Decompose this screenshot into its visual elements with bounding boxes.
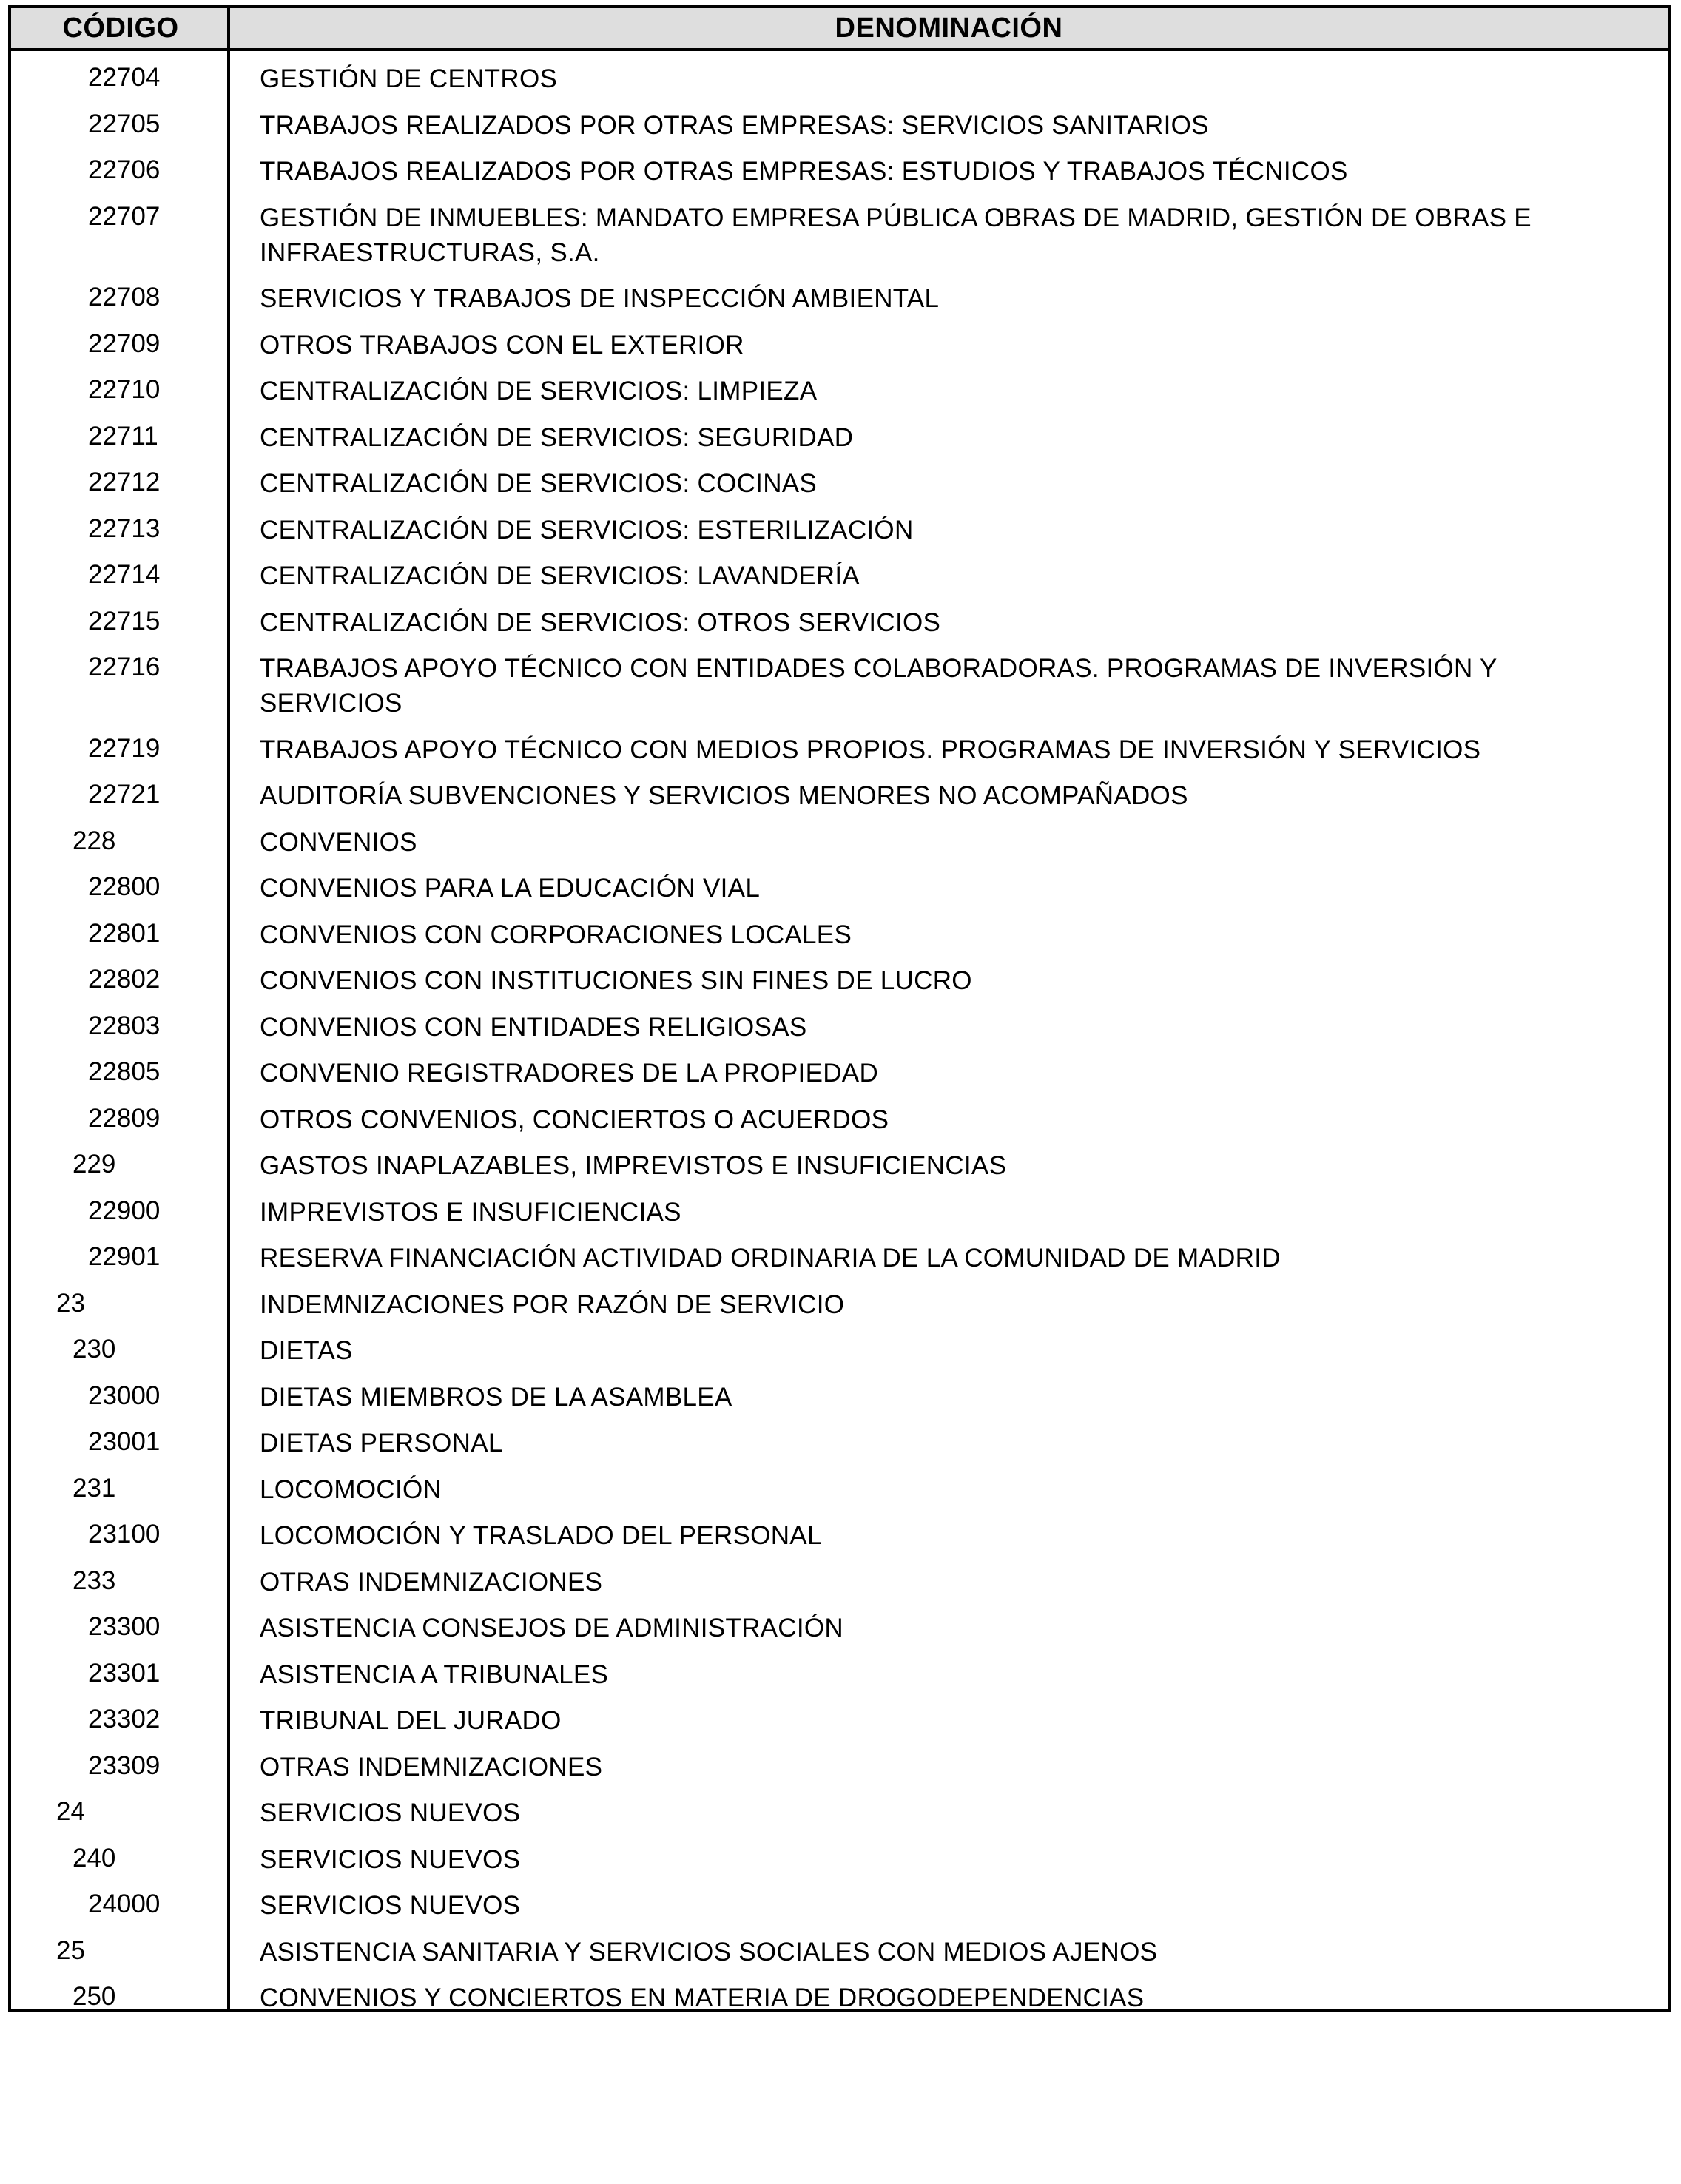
budget-code-table (8, 5, 1671, 2012)
row-code: 22803 (88, 1011, 161, 1040)
table-row (11, 1565, 1668, 1600)
row-code: 23 (56, 1288, 85, 1318)
row-denomination: CENTRALIZACIÓN DE SERVICIOS: COCINAS (260, 469, 818, 498)
row-denomination: IMPREVISTOS E INSUFICIENCIAS (260, 1197, 681, 1227)
header-code: CÓDIGO (62, 13, 179, 44)
table-row (11, 1148, 1668, 1183)
row-code: 23302 (88, 1705, 161, 1733)
row-code: 22715 (88, 606, 161, 636)
table-body (11, 61, 1668, 2027)
row-denomination: OTRAS INDEMNIZACIONES (260, 1752, 603, 1782)
table-row (11, 1657, 1668, 1692)
table-row (11, 328, 1668, 363)
row-code: 22805 (88, 1057, 161, 1086)
row-denomination: TRABAJOS APOYO TÉCNICO CON MEDIOS PROPIOS. PROGRAMAS DE INVERSIÓN Y SERVICIOS (260, 735, 1481, 764)
row-code: 22712 (88, 468, 161, 496)
row-code: 22802 (88, 965, 161, 994)
table-row (11, 1102, 1668, 1137)
row-denomination: CONVENIOS (260, 827, 417, 857)
row-denomination: SERVICIOS NUEVOS (260, 1891, 521, 1920)
row-code: 22709 (88, 328, 161, 358)
table-row (11, 1611, 1668, 1645)
table-row (11, 732, 1668, 767)
row-code: 24 (56, 1797, 85, 1826)
row-code: 22706 (88, 155, 161, 184)
table-row (11, 559, 1668, 593)
table-row (11, 1935, 1668, 1969)
table-row (11, 778, 1668, 813)
row-code: 23309 (88, 1750, 161, 1780)
row-denomination: DIETAS MIEMBROS DE LA ASAMBLEA (260, 1382, 732, 1412)
table-row (11, 825, 1668, 860)
row-denomination: CONVENIOS CON ENTIDADES RELIGIOSAS (260, 1012, 807, 1042)
header-name: DENOMINACIÓN (835, 13, 1063, 44)
table-row (11, 1195, 1668, 1230)
table-row (11, 1888, 1668, 1923)
row-denomination: TRABAJOS REALIZADOS POR OTRAS EMPRESAS: ESTUDIOS Y TRABAJOS TÉCNICOS (260, 157, 1348, 186)
row-code: 22713 (88, 513, 161, 543)
table-row (11, 281, 1668, 316)
row-denomination: CENTRALIZACIÓN DE SERVICIOS: SEGURIDAD (260, 422, 854, 452)
table-row (11, 963, 1668, 998)
table-row (11, 466, 1668, 501)
row-code: 22716 (88, 653, 161, 681)
row-denomination: DIETAS PERSONAL (260, 1429, 503, 1457)
row-denomination: CONVENIOS PARA LA EDUCACIÓN VIAL (260, 874, 761, 903)
row-code: 22705 (88, 109, 161, 138)
row-denomination: GESTIÓN DE CENTROS (260, 64, 558, 93)
row-denomination: CONVENIOS CON INSTITUCIONES SIN FINES DE LUCRO (260, 966, 972, 995)
table-row (11, 108, 1668, 143)
table-row (11, 1287, 1668, 1322)
row-denomination: SERVICIOS NUEVOS (260, 1799, 521, 1827)
row-denomination: LOCOMOCIÓN (260, 1474, 442, 1504)
row-code: 22800 (88, 872, 161, 901)
row-code: 22707 (88, 201, 161, 231)
row-denomination: GESTIÓN DE INMUEBLES: MANDATO EMPRESA PÚBLICA OBRAS DE MADRID, GESTIÓN DE OBRAS E INFRAESTRUCTURAS, S.A. (260, 203, 1532, 267)
row-code: 22721 (88, 780, 161, 809)
table-row (11, 1796, 1668, 1830)
row-denomination: DIETAS (260, 1336, 353, 1365)
row-code: 25 (56, 1935, 85, 1965)
row-code: 23100 (88, 1520, 161, 1548)
row-code: 22704 (88, 63, 161, 92)
table-row (11, 1750, 1668, 1784)
row-denomination: OTROS CONVENIOS, CONCIERTOS O ACUERDOS (260, 1105, 889, 1134)
table-row (11, 1010, 1668, 1045)
table-row (11, 651, 1668, 721)
table-row (11, 1056, 1668, 1091)
table-row (11, 374, 1668, 408)
row-denomination: OTROS TRABAJOS CON EL EXTERIOR (260, 330, 744, 360)
row-code: 22710 (88, 375, 161, 404)
table-row (11, 1472, 1668, 1507)
table-row (11, 1703, 1668, 1738)
row-code: 22809 (88, 1103, 161, 1133)
row-denomination: CONVENIOS Y CONCIERTOS EN MATERIA DE DROGODEPENDENCIAS (260, 1984, 1145, 2012)
row-denomination: AUDITORÍA SUBVENCIONES Y SERVICIOS MENORES NO ACOMPAÑADOS (260, 781, 1188, 810)
row-code: 231 (73, 1473, 116, 1503)
row-denomination: SERVICIOS NUEVOS (260, 1844, 521, 1874)
row-code: 240 (73, 1843, 116, 1873)
row-denomination: ASISTENCIA SANITARIA Y SERVICIOS SOCIALES CON MEDIOS AJENOS (260, 1937, 1158, 1966)
table-row (11, 1981, 1668, 2015)
table-row (11, 154, 1668, 189)
row-denomination: SERVICIOS Y TRABAJOS DE INSPECCIÓN AMBIENTAL (260, 284, 940, 313)
row-denomination: CENTRALIZACIÓN DE SERVICIOS: LIMPIEZA (260, 377, 818, 405)
row-denomination: TRIBUNAL DEL JURADO (260, 1706, 562, 1735)
table-row (11, 871, 1668, 906)
table-row (11, 61, 1668, 96)
table-row (11, 605, 1668, 640)
row-code: 22719 (88, 733, 161, 763)
row-code: 22801 (88, 918, 161, 948)
table-row (11, 513, 1668, 547)
row-code: 22901 (88, 1242, 161, 1271)
row-denomination: TRABAJOS REALIZADOS POR OTRAS EMPRESAS: SERVICIOS SANITARIOS (260, 110, 1209, 140)
row-code: 22708 (88, 283, 161, 311)
row-denomination: CENTRALIZACIÓN DE SERVICIOS: OTROS SERVICIOS (260, 607, 941, 637)
table-row (11, 1426, 1668, 1460)
row-code: 23301 (88, 1658, 161, 1688)
row-denomination: GASTOS INAPLAZABLES, IMPREVISTOS E INSUFICIENCIAS (260, 1151, 1007, 1180)
row-denomination: ASISTENCIA CONSEJOS DE ADMINISTRACIÓN (260, 1614, 844, 1642)
table-row (11, 1333, 1668, 1368)
row-code: 228 (73, 826, 116, 855)
row-code: 23000 (88, 1381, 161, 1410)
row-code: 23001 (88, 1427, 161, 1456)
table-row (11, 1518, 1668, 1553)
row-denomination: LOCOMOCIÓN Y TRASLADO DEL PERSONAL (260, 1521, 822, 1550)
row-code: 22711 (88, 421, 158, 451)
row-denomination: ASISTENCIA A TRIBUNALES (260, 1659, 609, 1689)
row-code: 250 (73, 1982, 116, 2011)
table-row (11, 200, 1668, 270)
table-row (11, 420, 1668, 455)
row-denomination: OTRAS INDEMNIZACIONES (260, 1567, 603, 1597)
row-denomination: CENTRALIZACIÓN DE SERVICIOS: ESTERILIZACIÓN (260, 515, 914, 545)
row-denomination: INDEMNIZACIONES POR RAZÓN DE SERVICIO (260, 1290, 845, 1319)
row-code: 230 (73, 1335, 116, 1364)
row-denomination: CONVENIO REGISTRADORES DE LA PROPIEDAD (260, 1059, 879, 1088)
table-row (11, 1241, 1668, 1275)
row-code: 22900 (88, 1196, 161, 1225)
row-code: 24000 (88, 1890, 161, 1918)
row-denomination: CENTRALIZACIÓN DE SERVICIOS: LAVANDERÍA (260, 562, 860, 590)
row-denomination: RESERVA FINANCIACIÓN ACTIVIDAD ORDINARIA DE LA COMUNIDAD DE MADRID (260, 1244, 1281, 1273)
row-code: 22714 (88, 560, 161, 589)
row-denomination: TRABAJOS APOYO TÉCNICO CON ENTIDADES COLABORADORAS. PROGRAMAS DE INVERSIÓN Y SERVICIOS (260, 654, 1498, 718)
row-code: 229 (73, 1150, 116, 1179)
row-code: 233 (73, 1565, 116, 1595)
table-row (11, 917, 1668, 952)
row-code: 23300 (88, 1612, 161, 1641)
table-header (11, 8, 1668, 51)
row-denomination: CONVENIOS CON CORPORACIONES LOCALES (260, 920, 852, 949)
table-row (11, 1842, 1668, 1877)
table-row (11, 1380, 1668, 1415)
